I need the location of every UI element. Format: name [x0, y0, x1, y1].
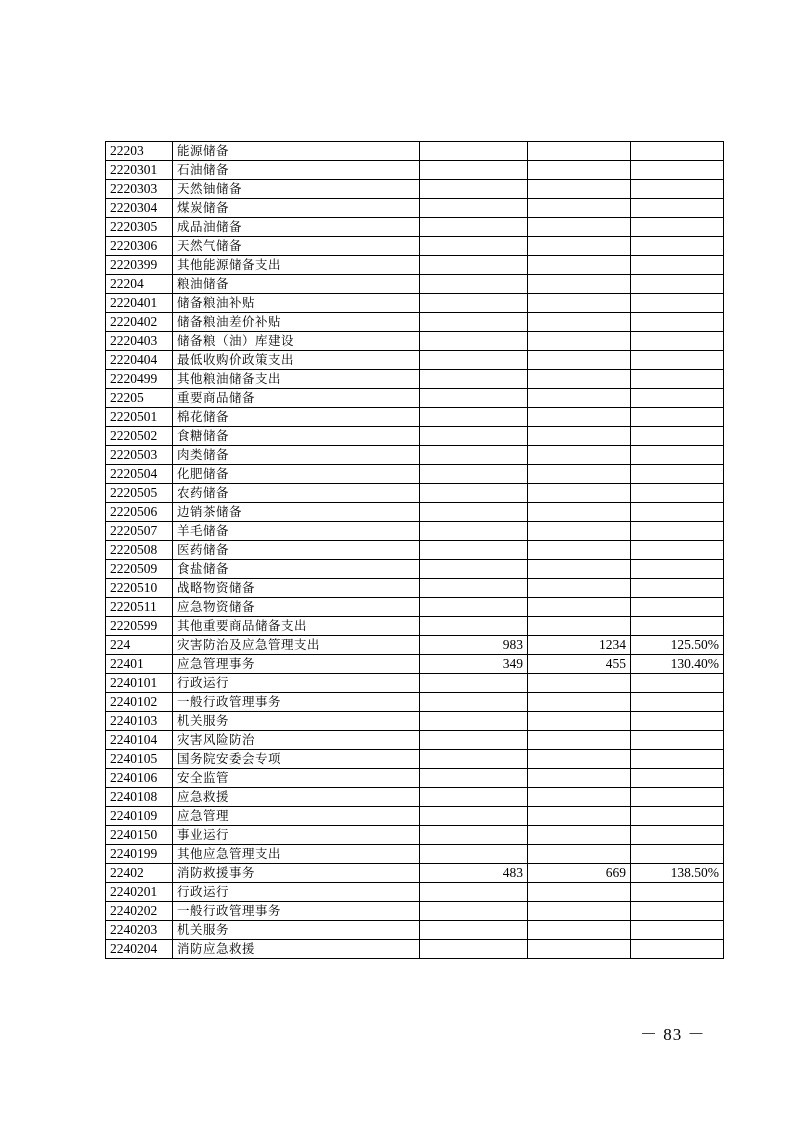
table-row	[106, 731, 724, 750]
cell-value-2	[528, 370, 631, 389]
cell-name: 应急物资储备	[173, 598, 420, 617]
cell-value-2	[528, 674, 631, 693]
cell-value-2	[528, 484, 631, 503]
cell-value-2	[528, 845, 631, 864]
cell-name: 天然气储备	[173, 237, 420, 256]
cell-value-2	[528, 199, 631, 218]
table-row	[106, 522, 724, 541]
cell-value-2	[528, 256, 631, 275]
cell-value-1	[420, 693, 528, 712]
cell-value-3	[631, 503, 724, 522]
cell-value-1	[420, 560, 528, 579]
table-row	[106, 237, 724, 256]
cell-value-1	[420, 503, 528, 522]
cell-value-3	[631, 218, 724, 237]
cell-code: 2220509	[106, 560, 173, 579]
cell-value-2	[528, 883, 631, 902]
cell-code: 2240203	[106, 921, 173, 940]
cell-code: 2240109	[106, 807, 173, 826]
table-row	[106, 769, 724, 788]
cell-name: 安全监管	[173, 769, 420, 788]
cell-value-1: 983	[420, 636, 528, 655]
table-row	[106, 218, 724, 237]
cell-name: 天然铀储备	[173, 180, 420, 199]
cell-value-3	[631, 826, 724, 845]
cell-value-3	[631, 560, 724, 579]
cell-name: 储备粮（油）库建设	[173, 332, 420, 351]
cell-name: 战略物资储备	[173, 579, 420, 598]
cell-value-3: 125.50%	[631, 636, 724, 655]
table-row	[106, 617, 724, 636]
cell-name: 消防救援事务	[173, 864, 420, 883]
cell-name: 肉类储备	[173, 446, 420, 465]
cell-value-3	[631, 845, 724, 864]
cell-value-1	[420, 218, 528, 237]
cell-value-2	[528, 522, 631, 541]
cell-code: 2220402	[106, 313, 173, 332]
cell-name: 机关服务	[173, 921, 420, 940]
cell-code: 2220399	[106, 256, 173, 275]
budget-table-body	[106, 142, 724, 959]
table-row	[106, 636, 724, 655]
cell-name: 国务院安委会专项	[173, 750, 420, 769]
cell-value-3	[631, 237, 724, 256]
cell-name: 重要商品储备	[173, 389, 420, 408]
cell-name: 边销茶储备	[173, 503, 420, 522]
cell-value-1	[420, 845, 528, 864]
cell-value-3	[631, 465, 724, 484]
cell-value-1	[420, 579, 528, 598]
cell-value-1	[420, 807, 528, 826]
table-row	[106, 332, 724, 351]
cell-value-1	[420, 313, 528, 332]
cell-value-3	[631, 446, 724, 465]
cell-name: 一般行政管理事务	[173, 693, 420, 712]
table-row	[106, 503, 724, 522]
cell-value-1	[420, 541, 528, 560]
table-row	[106, 750, 724, 769]
cell-value-1	[420, 484, 528, 503]
cell-value-3	[631, 598, 724, 617]
cell-name: 应急救援	[173, 788, 420, 807]
cell-value-1	[420, 674, 528, 693]
cell-name: 应急管理事务	[173, 655, 420, 674]
table-row	[106, 313, 724, 332]
cell-value-2	[528, 408, 631, 427]
cell-value-2	[528, 218, 631, 237]
cell-value-3	[631, 940, 724, 959]
cell-value-3	[631, 750, 724, 769]
cell-code: 2240105	[106, 750, 173, 769]
cell-value-1	[420, 389, 528, 408]
cell-value-2	[528, 142, 631, 161]
cell-value-1	[420, 788, 528, 807]
cell-code: 22401	[106, 655, 173, 674]
cell-code: 2220508	[106, 541, 173, 560]
cell-code: 2220503	[106, 446, 173, 465]
cell-value-2	[528, 598, 631, 617]
cell-value-1: 483	[420, 864, 528, 883]
cell-value-2	[528, 712, 631, 731]
cell-value-3	[631, 712, 724, 731]
table-row	[106, 351, 724, 370]
table-row	[106, 199, 724, 218]
cell-value-1	[420, 427, 528, 446]
cell-value-3	[631, 313, 724, 332]
table-row	[106, 826, 724, 845]
cell-value-3	[631, 427, 724, 446]
table-row	[106, 161, 724, 180]
table-row	[106, 655, 724, 674]
cell-value-3	[631, 256, 724, 275]
cell-value-2	[528, 940, 631, 959]
table-row	[106, 712, 724, 731]
cell-name: 最低收购价政策支出	[173, 351, 420, 370]
cell-name: 羊毛储备	[173, 522, 420, 541]
cell-value-2: 1234	[528, 636, 631, 655]
cell-code: 2220502	[106, 427, 173, 446]
cell-value-3	[631, 199, 724, 218]
cell-value-3	[631, 389, 724, 408]
cell-value-1	[420, 731, 528, 750]
cell-code: 2220501	[106, 408, 173, 427]
cell-name: 消防应急救援	[173, 940, 420, 959]
cell-code: 2240201	[106, 883, 173, 902]
cell-value-1	[420, 750, 528, 769]
cell-value-1	[420, 921, 528, 940]
table-row	[106, 275, 724, 294]
cell-code: 2220306	[106, 237, 173, 256]
table-row	[106, 864, 724, 883]
table-row	[106, 142, 724, 161]
table-row	[106, 465, 724, 484]
cell-code: 2240199	[106, 845, 173, 864]
cell-value-2	[528, 503, 631, 522]
cell-name: 事业运行	[173, 826, 420, 845]
cell-value-2	[528, 446, 631, 465]
cell-value-2	[528, 465, 631, 484]
table-row	[106, 560, 724, 579]
cell-code: 22205	[106, 389, 173, 408]
cell-value-3	[631, 579, 724, 598]
cell-name: 食糖储备	[173, 427, 420, 446]
cell-code: 2240101	[106, 674, 173, 693]
cell-value-1	[420, 902, 528, 921]
cell-name: 棉花储备	[173, 408, 420, 427]
cell-code: 2220499	[106, 370, 173, 389]
cell-code: 2240204	[106, 940, 173, 959]
cell-code: 2220303	[106, 180, 173, 199]
cell-name: 行政运行	[173, 883, 420, 902]
cell-value-1	[420, 408, 528, 427]
table-row	[106, 883, 724, 902]
cell-value-1	[420, 256, 528, 275]
cell-value-2	[528, 617, 631, 636]
cell-value-1	[420, 237, 528, 256]
cell-code: 2220511	[106, 598, 173, 617]
cell-name: 化肥储备	[173, 465, 420, 484]
cell-code: 224	[106, 636, 173, 655]
cell-value-3	[631, 142, 724, 161]
cell-code: 2220506	[106, 503, 173, 522]
budget-table	[105, 141, 724, 959]
cell-value-2	[528, 693, 631, 712]
cell-value-1	[420, 446, 528, 465]
cell-value-3	[631, 617, 724, 636]
cell-code: 2220305	[106, 218, 173, 237]
cell-value-3	[631, 921, 724, 940]
table-row	[106, 389, 724, 408]
table-row	[106, 674, 724, 693]
cell-value-3	[631, 351, 724, 370]
cell-value-2	[528, 807, 631, 826]
table-row	[106, 484, 724, 503]
table-row	[106, 807, 724, 826]
cell-code: 22402	[106, 864, 173, 883]
cell-value-1	[420, 940, 528, 959]
cell-value-2	[528, 294, 631, 313]
cell-code: 2240108	[106, 788, 173, 807]
table-row	[106, 902, 724, 921]
cell-value-3	[631, 693, 724, 712]
cell-value-3	[631, 541, 724, 560]
table-row	[106, 256, 724, 275]
cell-value-3	[631, 161, 724, 180]
cell-value-2	[528, 351, 631, 370]
cell-name: 其他能源储备支出	[173, 256, 420, 275]
cell-value-2	[528, 788, 631, 807]
table-row	[106, 693, 724, 712]
cell-code: 2220505	[106, 484, 173, 503]
cell-value-1	[420, 465, 528, 484]
cell-value-3	[631, 408, 724, 427]
cell-code: 2220304	[106, 199, 173, 218]
cell-value-1	[420, 199, 528, 218]
cell-code: 2220301	[106, 161, 173, 180]
cell-name: 农药储备	[173, 484, 420, 503]
cell-value-3	[631, 788, 724, 807]
cell-value-2	[528, 275, 631, 294]
cell-name: 成品油储备	[173, 218, 420, 237]
cell-value-3	[631, 807, 724, 826]
cell-code: 2220403	[106, 332, 173, 351]
table-row	[106, 180, 724, 199]
cell-value-1	[420, 883, 528, 902]
cell-value-1	[420, 161, 528, 180]
cell-code: 2240102	[106, 693, 173, 712]
cell-value-1	[420, 180, 528, 199]
cell-code: 2240106	[106, 769, 173, 788]
table-row	[106, 921, 724, 940]
table-row	[106, 598, 724, 617]
table-row	[106, 408, 724, 427]
cell-value-3: 138.50%	[631, 864, 724, 883]
cell-value-3	[631, 294, 724, 313]
cell-value-2	[528, 313, 631, 332]
cell-code: 2220510	[106, 579, 173, 598]
cell-name: 煤炭储备	[173, 199, 420, 218]
cell-value-3	[631, 275, 724, 294]
cell-value-1	[420, 522, 528, 541]
cell-value-3	[631, 883, 724, 902]
table-row	[106, 427, 724, 446]
cell-value-3	[631, 332, 724, 351]
cell-name: 医药储备	[173, 541, 420, 560]
cell-value-2	[528, 332, 631, 351]
cell-name: 石油储备	[173, 161, 420, 180]
cell-name: 食盐储备	[173, 560, 420, 579]
cell-name: 能源储备	[173, 142, 420, 161]
cell-value-3	[631, 731, 724, 750]
cell-value-2	[528, 731, 631, 750]
cell-value-3	[631, 902, 724, 921]
cell-code: 2240104	[106, 731, 173, 750]
cell-value-2	[528, 826, 631, 845]
cell-value-1: 349	[420, 655, 528, 674]
table-row	[106, 446, 724, 465]
cell-value-2	[528, 769, 631, 788]
cell-value-3	[631, 769, 724, 788]
cell-code: 2220599	[106, 617, 173, 636]
cell-name: 其他重要商品储备支出	[173, 617, 420, 636]
table-row	[106, 940, 724, 959]
cell-value-1	[420, 332, 528, 351]
cell-code: 22204	[106, 275, 173, 294]
cell-name: 灾害防治及应急管理支出	[173, 636, 420, 655]
cell-name: 灾害风险防治	[173, 731, 420, 750]
cell-value-2	[528, 902, 631, 921]
table-row	[106, 370, 724, 389]
cell-value-1	[420, 826, 528, 845]
cell-code: 2220507	[106, 522, 173, 541]
table-row	[106, 788, 724, 807]
cell-value-1	[420, 598, 528, 617]
cell-value-3	[631, 484, 724, 503]
cell-name: 一般行政管理事务	[173, 902, 420, 921]
cell-value-2: 669	[528, 864, 631, 883]
table-row	[106, 579, 724, 598]
cell-value-2	[528, 161, 631, 180]
cell-value-1	[420, 712, 528, 731]
cell-name: 其他应急管理支出	[173, 845, 420, 864]
cell-value-2	[528, 427, 631, 446]
cell-name: 行政运行	[173, 674, 420, 693]
cell-value-1	[420, 294, 528, 313]
cell-code: 2240202	[106, 902, 173, 921]
cell-name: 储备粮油差价补贴	[173, 313, 420, 332]
cell-value-3	[631, 180, 724, 199]
cell-code: 2240150	[106, 826, 173, 845]
cell-code: 2220404	[106, 351, 173, 370]
page-number: － 83 －	[640, 1025, 706, 1044]
cell-value-1	[420, 275, 528, 294]
cell-value-1	[420, 617, 528, 636]
cell-value-1	[420, 142, 528, 161]
cell-name: 储备粮油补贴	[173, 294, 420, 313]
table-row	[106, 541, 724, 560]
cell-code: 2220504	[106, 465, 173, 484]
cell-name: 应急管理	[173, 807, 420, 826]
cell-value-2	[528, 237, 631, 256]
cell-value-1	[420, 351, 528, 370]
cell-value-3	[631, 674, 724, 693]
cell-value-3	[631, 370, 724, 389]
table-row	[106, 845, 724, 864]
cell-name: 粮油储备	[173, 275, 420, 294]
cell-value-2	[528, 389, 631, 408]
cell-value-1	[420, 769, 528, 788]
cell-name: 其他粮油储备支出	[173, 370, 420, 389]
cell-code: 2240103	[106, 712, 173, 731]
cell-value-3: 130.40%	[631, 655, 724, 674]
cell-value-2	[528, 579, 631, 598]
cell-code: 2220401	[106, 294, 173, 313]
cell-value-2	[528, 921, 631, 940]
cell-value-2	[528, 180, 631, 199]
cell-value-1	[420, 370, 528, 389]
cell-value-2	[528, 560, 631, 579]
cell-value-2	[528, 541, 631, 560]
cell-value-3	[631, 522, 724, 541]
cell-value-2: 455	[528, 655, 631, 674]
table-row	[106, 294, 724, 313]
cell-name: 机关服务	[173, 712, 420, 731]
cell-code: 22203	[106, 142, 173, 161]
cell-value-2	[528, 750, 631, 769]
